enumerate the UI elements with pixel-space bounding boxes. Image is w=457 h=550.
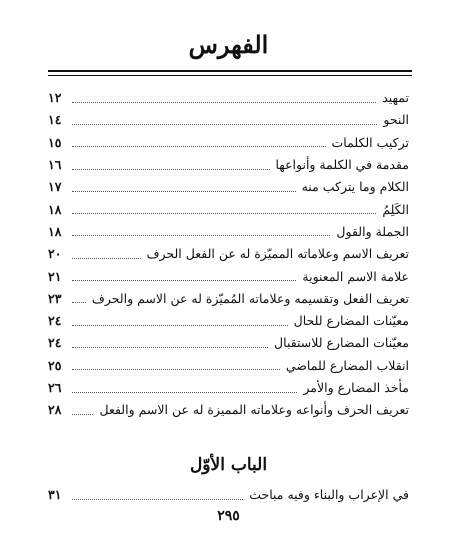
leader-dots: [72, 280, 296, 281]
leader-dots: [72, 369, 280, 370]
toc-entry: [48, 377, 409, 399]
toc-entry-title: تركيب الكلمات: [331, 134, 409, 150]
toc-entry-title: الكَلِمُ: [382, 201, 409, 217]
toc-entry: [48, 484, 409, 506]
toc-entry-page: ١٨: [48, 201, 62, 217]
toc-entry: [48, 87, 409, 109]
toc-entry-title: مأخذ المضارع والأمر: [303, 380, 409, 395]
leader-dots: [72, 347, 268, 348]
toc-entry-title: معيّنات المضارع للحال: [293, 313, 409, 329]
leader-dots: [72, 325, 288, 326]
toc-entry-title: معيّنات المضارع للاستقبال: [274, 335, 409, 351]
toc-entry: [48, 109, 409, 131]
leader-dots: [72, 191, 296, 192]
toc-entry-title: مقدمة في الكلمة وأنواعها: [275, 157, 409, 173]
leader-dots: [72, 258, 141, 259]
toc-entry-title: الجملة والقول: [336, 223, 409, 239]
toc-list: [48, 87, 409, 421]
toc-entry-page: ٢١: [48, 268, 62, 284]
toc-entry-page: ٢٤: [48, 313, 62, 329]
toc-entry: [48, 399, 409, 421]
leader-dots: [72, 102, 376, 103]
toc-entry-title: انقلاب المضارع للماضي: [285, 357, 409, 373]
toc-entry-page: ١٧: [48, 179, 62, 195]
toc-entry-page: ٢٤: [48, 335, 62, 351]
toc-entry-page: ٢٠: [48, 246, 62, 262]
leader-dots: [72, 213, 376, 214]
leader-dots: [72, 499, 243, 500]
toc-entry-page: ٢٣: [48, 290, 62, 306]
leader-dots: [72, 169, 270, 170]
toc-entry: [48, 198, 409, 220]
leader-dots: [72, 124, 377, 125]
leader-dots: [72, 392, 297, 393]
toc-entry-page: ١٦: [48, 157, 62, 173]
section-heading: الباب الأوّل: [189, 455, 268, 475]
toc-entry: [48, 355, 409, 377]
toc-entry: [48, 310, 409, 332]
toc-entry-title: تعريف الحرف وأنواعه وعلاماته المميزة له عن الاسم والفعل: [99, 402, 409, 418]
toc-entry: [48, 288, 409, 310]
page-number: ٢٩٥: [217, 508, 240, 524]
toc-entry: [48, 176, 409, 198]
toc-entry: [48, 332, 409, 354]
section-toc-list: [48, 484, 409, 506]
title-rule-thin: [48, 75, 412, 76]
toc-entry: [48, 243, 409, 265]
toc-entry-page: ١٤: [48, 112, 62, 128]
leader-dots: [72, 414, 93, 415]
toc-entry-page: ٢٦: [48, 380, 62, 395]
toc-entry-title: النحو: [383, 112, 409, 128]
toc-entry-title: علامة الاسم المعنوية: [302, 268, 409, 284]
toc-entry-title: تمهيد: [382, 90, 409, 106]
toc-entry-page: ٢٥: [48, 357, 62, 373]
toc-entry-page: ١٢: [48, 90, 62, 106]
leader-dots: [72, 302, 86, 303]
toc-entry-title: تعريف الاسم وعلاماته المميّزة له عن الفعل الحرف: [146, 246, 409, 262]
leader-dots: [72, 146, 326, 147]
toc-entry: [48, 221, 409, 243]
toc-entry: [48, 265, 409, 287]
toc-entry: [48, 132, 409, 154]
toc-entry: [48, 154, 409, 176]
page-title: الفهرس: [188, 30, 269, 59]
toc-entry-page: ٢٨: [48, 402, 62, 418]
toc-entry-page: ١٥: [48, 134, 62, 150]
toc-entry-title: تعريف الفعل وتقسيمه وعلاماته المُميّزة له عن الاسم والحرف: [91, 290, 409, 306]
toc-entry-title: الكلام وما يتركب منه: [301, 179, 409, 195]
leader-dots: [72, 235, 330, 236]
toc-entry-page: ١٨: [48, 223, 62, 239]
toc-entry-page: ٣١: [48, 487, 62, 503]
title-rule-thick: [48, 70, 412, 72]
toc-entry-title: في الإعراب والبناء وفيه مباحث: [249, 487, 409, 503]
